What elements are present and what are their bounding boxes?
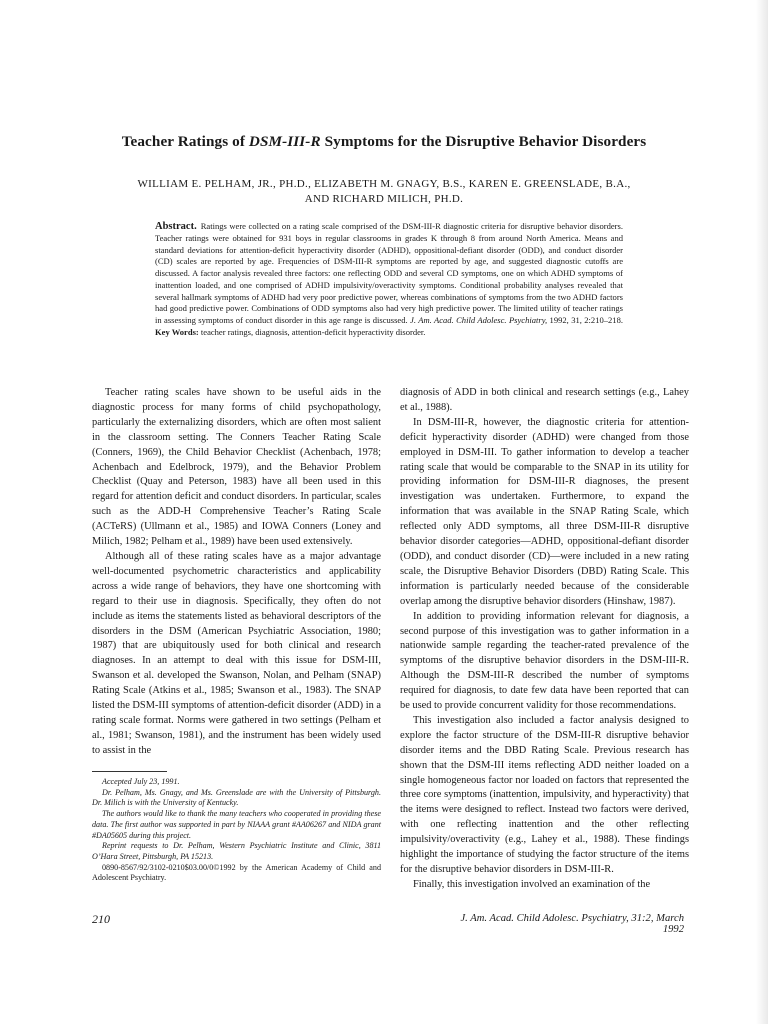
running-footer: J. Am. Acad. Child Adolesc. Psychiatry, 31:2, March 1992 [460, 913, 684, 935]
article-title [60, 133, 708, 151]
author-list [80, 177, 688, 207]
abstract [155, 221, 623, 339]
author-line-1: WILLIAM E. PELHAM, JR., PH.D., ELIZABETH M. GNAGY, B.S., KAREN E. GREENSLADE, B.A., [137, 178, 631, 190]
page-number: 210 [92, 912, 110, 926]
right-paragraph-4: This investigation also included a factor analysis designed to explore the factor structure of the DSM-III-R disruptive behavior disorder items and the DBD Rating Scale. Previous research has shown that the DSM-III items reflecting ADD neither loaded on a single homogeneous factor nor loaded on factors that represented the three core symptoms (inattention, impulsivity, and hyperactivity) that the items were designed to reflect. Instead two factors were derived, with one reflecting inattention and the other reflecting impulsivity/overactivity (e.g., Lahey et al., 1988). These findings highlight the importance of studying the factor structure of the items for the disruptive behavior disorders in DSM-III-R. [400, 714, 689, 875]
abstract-citation: J. Am. Acad. Child Adolesc. Psychiatry, [410, 315, 548, 325]
right-paragraph-2: In DSM-III-R, however, the diagnostic criteria for attention-deficit hyperactivity disorder (ADHD) were changed from those employed in DSM-III. To gather information to develop a teacher rating scale that would be comparable to the SNAP in its utility for providing information for DSM-III-R diagnoses, the present investigation was undertaken. Furthermore, to expand the information that was available in the SNAP Rating Scale, which reflected only ADD symptoms, all three DSM-III-R disruptive behavior disorder categories—ADHD, oppositional-defiant disorder (ODD), and conduct disorder (CD)—were included in a new rating scale, the Disruptive Behavior Disorders (DBD) Rating Scale. This information is particularly needed because of the considerable overlap among the disruptive behavior disorders (Hinshaw, 1987). [400, 416, 689, 607]
right-paragraph-1: diagnosis of ADD in both clinical and research settings (e.g., Lahey et al., 1988). [400, 387, 689, 413]
left-paragraph-2: Although all of these rating scales have as a major advantage well-documented psychometric characteristics and applicability across a wide range of behaviors, they have one shortcoming with regard to their use in diagnosis. Specifically, they often do not include as items the statements listed as behavioral descriptors of the disorders in the DSM (American Psychiatric Association, 1980; 1987) that are ubiquitously used for both clinical and research diagnoses. In an attempt to deal with this issue for DSM-III, Swanson et al. developed the Swanson, Nolan, and Pelham (SNAP) Rating Scale (Atkins et al., 1985; Swanson et al., 1983). The SNAP listed the DSM-III symptoms of attention-deficit disorder (ADD) in a rating scale format. Norms were gathered in two settings (Pelham et al., 1981; Swanson, 1981), and the instrument has been widely used to assist in the [92, 550, 381, 756]
title-part-1: Teacher Ratings of [121, 133, 249, 150]
footnote-thanks: The authors would like to thank the many teachers who cooperated in providing these data. The first author was supported in part by NIAAA grant #AA06267 and NIDA grant #DA05605 during this project. [92, 809, 381, 840]
footnote-divider [92, 771, 167, 772]
title-part-2: DSM-III-R [248, 133, 321, 150]
author-line-2: AND RICHARD MILICH, PH.D. [304, 193, 464, 205]
left-paragraph-1: Teacher rating scales have shown to be useful aids in the diagnostic process for many forms of child psychopathology, particularly the externalizing disorders, which are often most salient in the classroom setting. The Conners Teacher Rating Scale (Conners, 1969), the Child Behavior Checklist (Achenbach, 1978; Achenbach and Edelbrock, 1979), and the Behavior Problem Checklist (Quay and Peterson, 1983) have all been used in this regard for attention deficit and conduct disorders. In particular, scales such as the ADD-H Comprehensive Teacher’s Rating Scale (ACTeRS) (Ullmann et al., 1985) and IOWA Conners (Loney and Milich, 1982; Pelham et al., 1989) have been used extensively. [92, 387, 381, 548]
page-edge-shadow [756, 0, 768, 1024]
keywords-label: Key Words: [155, 326, 199, 337]
abstract-label: Abstract. [155, 221, 197, 232]
footnotes [92, 777, 381, 884]
footnote-accepted: Accepted July 23, 1991. [102, 777, 180, 786]
abstract-text: Ratings were collected on a rating scale comprised of the DSM-III-R diagnostic criteria for disruptive behavior disorders. Teacher ratings were obtained for 931 boys in regular classrooms in grades K through 8 from around North America. Means and standard deviations for attention-deficit hyperactivity disorder (ADHD), oppositional-defiant disorder (ODD), and conduct disorder (CD) scales are reported by age. Frequencies of DSM-III-R symptoms are reported by age, and suggested diagnostic cutoffs are discussed. A factor analysis revealed three factors: one reflecting ODD and several CD symptoms, one on which ADHD symptoms of inattention loaded, and one comprised of ADHD impulsivity/overactivity symptoms. Conditional probability analyses revealed that several hallmark symptoms of ADHD had very poor predictive power, whereas combinations of symptoms from the two ADHD factors had good predictive power. Combinations of ODD symptoms also had very high predictive power. The limited utility of teacher ratings in assessing symptoms of conduct disorder in this age range is discussed. [155, 221, 623, 325]
footnote-copyright: 0890-8567/92/3102-0210$03.00/0©1992 by the American Academy of Child and Adolescent Psychiatry. [92, 862, 381, 883]
left-column [92, 386, 381, 759]
right-paragraph-5: Finally, this investigation involved an examination of the [413, 878, 651, 890]
abstract-citation-rest: 1992, 31, 2:210–218. [547, 315, 623, 325]
right-paragraph-3: In addition to providing information relevant for diagnosis, a second purpose of this investigation was to gather information in a nationwide sample regarding the teacher-rated prevalence of the symptoms of the disruptive behavior disorders in the DSM-III-R. Although the DSM-III-R described the number of symptoms required for diagnosis, to date few data have been reported that can be used to provide concurrent validity for those recommendations. [400, 610, 689, 712]
right-column [400, 386, 689, 893]
keywords: teacher ratings, diagnosis, attention-deficit hyperactivity disorder. [198, 326, 426, 337]
footnote-affiliations: Dr. Pelham, Ms. Gnagy, and Ms. Greenslade are with the University of Pittsburgh. Dr. Milich is with the University of Kentucky. [92, 787, 381, 808]
footnote-reprints: Reprint requests to Dr. Pelham, Western Psychiatric Institute and Clinic, 3811 O’Hara Street, Pittsburgh, PA 15213. [92, 841, 381, 861]
title-part-3: Symptoms for the Disruptive Behavior Disorders [320, 133, 647, 150]
